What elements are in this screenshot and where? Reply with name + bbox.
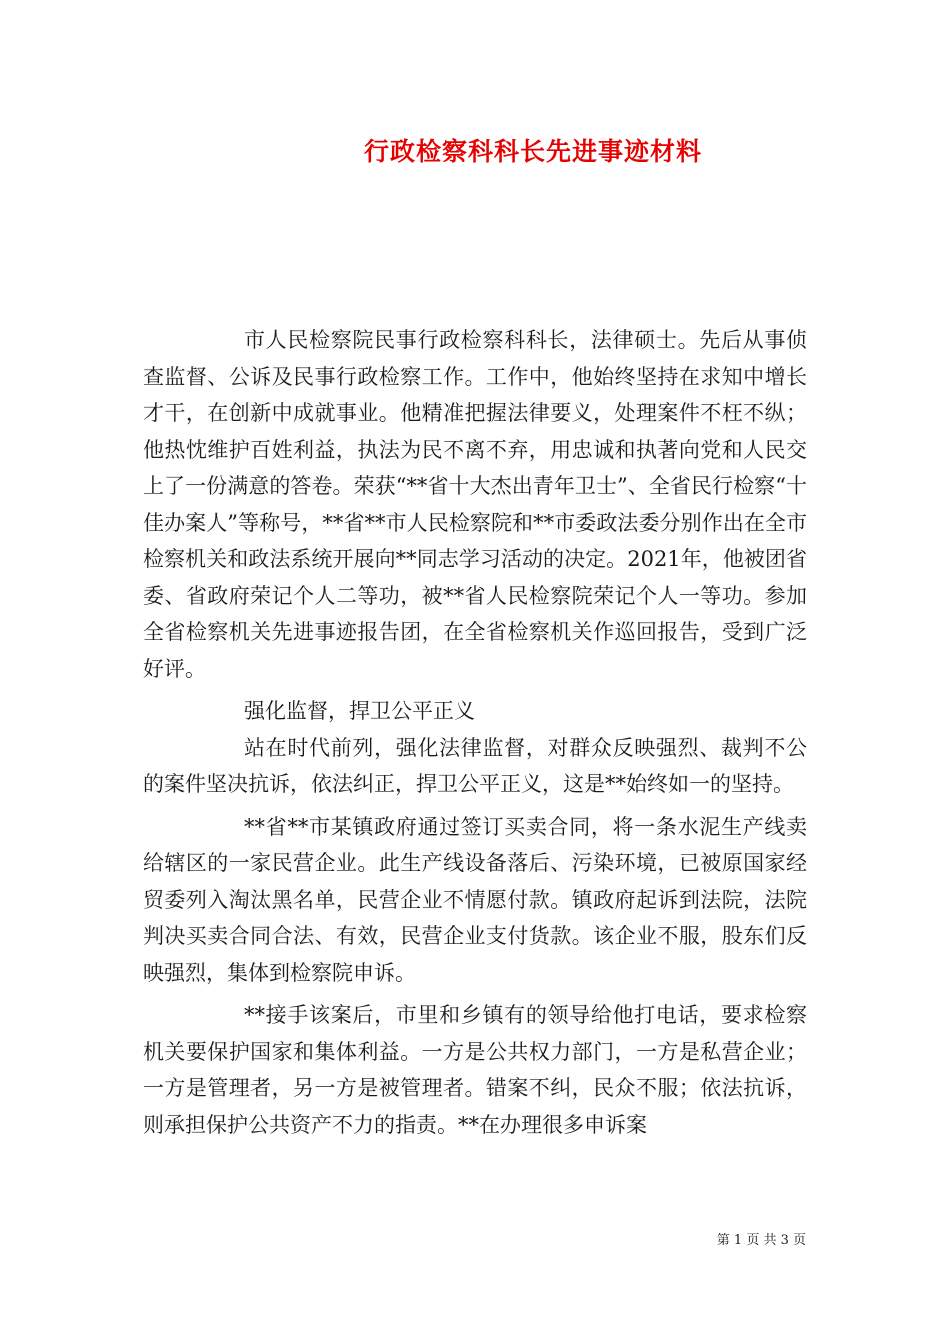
document-body	[143, 322, 807, 1149]
paragraph-supervision: 站在时代前列，强化法律监督，对群众反映强烈、裁判不公的案件坚决抗诉，依法纠正，捍卫公平正义，这是**始终如一的坚持。	[143, 735, 807, 796]
document-title: 行政检察科科长先进事迹材料	[363, 137, 702, 166]
paragraph-case: **省**市某镇政府通过签订买卖合同，将一条水泥生产线卖给辖区的一家民营企业。此生产线设备落后、污染环境，已被原国家经贸委列入淘汰黑名单，民营企业不情愿付款。镇政府起诉到法院，法院判决买卖合同合法、有效，民营企业支付货款。该企业不服，股东们反映强烈，集体到检察院申诉。	[143, 814, 807, 985]
paragraph-handling: **接手该案后，市里和乡镇有的领导给他打电话，要求检察机关要保护国家和集体利益。一方是公共权力部门，一方是私营企业；一方是管理者，另一方是被管理者。错案不纠，民众不服；依法抗诉，则承担保护公共资产不力的指责。**在办理很多申诉案	[143, 1003, 807, 1137]
page-number: 第 1 页 共 3 页	[716, 1233, 806, 1248]
section-heading: 强化监督，捍卫公平正义	[244, 699, 475, 723]
paragraph-intro: 市人民检察院民事行政检察科科长，法律硕士。先后从事侦查监督、公诉及民事行政检察工作。工作中，他始终坚持在求知中增长才干，在创新中成就事业。他精准把握法律要义，处理案件不枉不纵；他热忱维护百姓利益，执法为民不离不弃，用忠诚和执著向党和人民交上了一份满意的答卷。荣获“**省十大杰出青年卫士”、全省民行检察“十佳办案人”等称号，**省**市人民检察院和**市委政法委分别作出在全市检察机关和政法系统开展向**同志学习活动的决定。2021年，他被团省委、省政府荣记个人二等功，被**省人民检察院荣记个人一等功。参加全省检察机关先进事迹报告团，在全省检察机关作巡回报告，受到广泛好评。	[143, 328, 807, 681]
